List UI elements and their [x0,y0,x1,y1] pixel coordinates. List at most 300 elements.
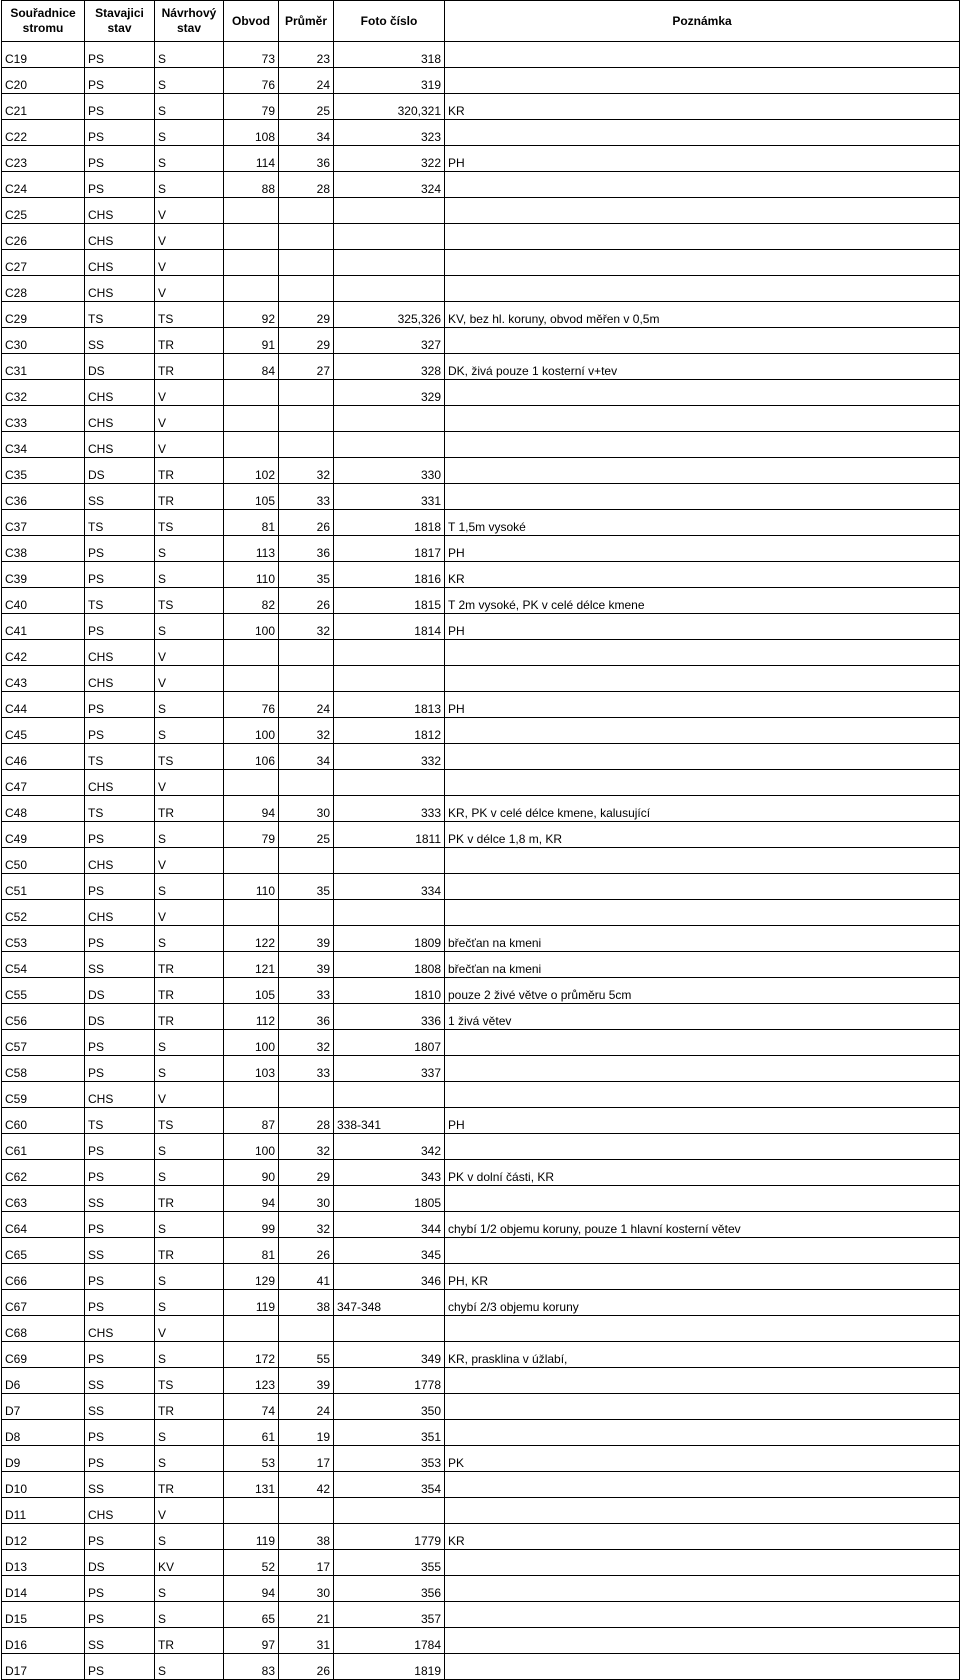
table-row [2,146,960,172]
cell-coordinates: D12 [2,1524,85,1550]
table-row [2,1524,960,1550]
cell-diameter: 36 [279,536,334,562]
cell-circumference: 100 [224,614,279,640]
table-row [2,172,960,198]
cell-coordinates: C52 [2,900,85,926]
cell-photo-number: 324 [334,172,445,198]
cell-current-state: PS [85,614,155,640]
table-row [2,1082,960,1108]
cell-proposed-state: S [155,692,224,718]
table-row [2,68,960,94]
cell-coordinates: D14 [2,1576,85,1602]
cell-proposed-state: TS [155,302,224,328]
cell-diameter: 28 [279,1108,334,1134]
cell-note [445,276,960,302]
cell-circumference: 100 [224,1134,279,1160]
cell-coordinates: D17 [2,1654,85,1680]
cell-proposed-state: V [155,250,224,276]
table-row [2,1498,960,1524]
cell-photo-number: 357 [334,1602,445,1628]
cell-proposed-state: V [155,666,224,692]
cell-coordinates: C37 [2,510,85,536]
cell-proposed-state: S [155,1524,224,1550]
cell-note: KR [445,1524,960,1550]
cell-note [445,1186,960,1212]
cell-diameter: 36 [279,146,334,172]
cell-photo-number: 1811 [334,822,445,848]
cell-proposed-state: KV [155,1550,224,1576]
cell-diameter: 17 [279,1446,334,1472]
cell-proposed-state: TR [155,978,224,1004]
cell-photo-number: 338-341 [334,1108,445,1134]
cell-current-state: SS [85,952,155,978]
cell-diameter: 39 [279,952,334,978]
cell-coordinates: C45 [2,718,85,744]
cell-photo-number: 329 [334,380,445,406]
cell-diameter [279,432,334,458]
cell-photo-number: 346 [334,1264,445,1290]
cell-proposed-state: V [155,770,224,796]
cell-current-state: CHS [85,198,155,224]
cell-photo-number: 1812 [334,718,445,744]
cell-diameter [279,770,334,796]
cell-current-state: CHS [85,666,155,692]
cell-photo-number [334,640,445,666]
table-row [2,198,960,224]
cell-coordinates: C48 [2,796,85,822]
table-row [2,484,960,510]
cell-current-state: PS [85,146,155,172]
cell-photo-number [334,276,445,302]
table-row [2,1394,960,1420]
cell-diameter: 42 [279,1472,334,1498]
cell-circumference: 92 [224,302,279,328]
cell-diameter: 26 [279,1238,334,1264]
cell-proposed-state: S [155,1446,224,1472]
table-row [2,406,960,432]
cell-diameter: 35 [279,562,334,588]
cell-current-state: PS [85,1264,155,1290]
cell-current-state: PS [85,874,155,900]
table-row [2,588,960,614]
table-row [2,848,960,874]
cell-diameter [279,1082,334,1108]
cell-circumference: 106 [224,744,279,770]
cell-proposed-state: TR [155,1186,224,1212]
cell-current-state: PS [85,172,155,198]
table-row [2,874,960,900]
cell-note: PK v dolní části, KR [445,1160,960,1186]
table-row [2,822,960,848]
cell-coordinates: C49 [2,822,85,848]
cell-coordinates: D6 [2,1368,85,1394]
cell-circumference: 121 [224,952,279,978]
cell-circumference [224,1082,279,1108]
cell-current-state: SS [85,484,155,510]
cell-photo-number: 327 [334,328,445,354]
cell-note: chybí 2/3 objemu koruny [445,1290,960,1316]
cell-diameter: 29 [279,1160,334,1186]
cell-current-state: DS [85,354,155,380]
cell-proposed-state: S [155,1030,224,1056]
cell-note [445,1056,960,1082]
cell-coordinates: C35 [2,458,85,484]
cell-proposed-state: S [155,614,224,640]
cell-circumference: 119 [224,1290,279,1316]
cell-proposed-state: S [155,1576,224,1602]
cell-photo-number: 322 [334,146,445,172]
cell-coordinates: D8 [2,1420,85,1446]
cell-current-state: PS [85,68,155,94]
table-row [2,1264,960,1290]
cell-photo-number: 1810 [334,978,445,1004]
cell-diameter: 34 [279,120,334,146]
cell-coordinates: C46 [2,744,85,770]
cell-note: PH [445,692,960,718]
cell-photo-number: 1778 [334,1368,445,1394]
table-row [2,328,960,354]
cell-note [445,1316,960,1342]
cell-proposed-state: S [155,1420,224,1446]
cell-diameter: 32 [279,1134,334,1160]
header-circumference: Obvod [224,1,279,42]
cell-coordinates: C25 [2,198,85,224]
cell-photo-number: 337 [334,1056,445,1082]
cell-diameter: 39 [279,926,334,952]
table-row [2,1238,960,1264]
cell-circumference [224,276,279,302]
cell-proposed-state: TR [155,1238,224,1264]
cell-note: KR [445,94,960,120]
cell-coordinates: D11 [2,1498,85,1524]
cell-diameter [279,640,334,666]
table-row [2,536,960,562]
cell-photo-number: 1819 [334,1654,445,1680]
cell-coordinates: C50 [2,848,85,874]
cell-photo-number: 1784 [334,1628,445,1654]
table-row [2,1576,960,1602]
cell-coordinates: C31 [2,354,85,380]
cell-coordinates: C66 [2,1264,85,1290]
cell-current-state: PS [85,926,155,952]
cell-current-state: CHS [85,1316,155,1342]
cell-coordinates: C69 [2,1342,85,1368]
cell-circumference: 94 [224,1576,279,1602]
cell-circumference: 123 [224,1368,279,1394]
cell-current-state: CHS [85,900,155,926]
cell-circumference: 88 [224,172,279,198]
cell-current-state: SS [85,328,155,354]
cell-coordinates: D10 [2,1472,85,1498]
cell-photo-number: 349 [334,1342,445,1368]
cell-coordinates: D13 [2,1550,85,1576]
cell-current-state: SS [85,1628,155,1654]
cell-note [445,432,960,458]
cell-coordinates: C64 [2,1212,85,1238]
cell-proposed-state: S [155,822,224,848]
cell-proposed-state: TR [155,952,224,978]
cell-diameter: 23 [279,42,334,68]
cell-diameter: 27 [279,354,334,380]
cell-circumference: 52 [224,1550,279,1576]
cell-circumference: 94 [224,1186,279,1212]
cell-diameter: 29 [279,302,334,328]
cell-photo-number: 347-348 [334,1290,445,1316]
cell-photo-number: 355 [334,1550,445,1576]
cell-diameter: 33 [279,484,334,510]
cell-current-state: PS [85,1160,155,1186]
cell-circumference [224,224,279,250]
cell-photo-number: 1807 [334,1030,445,1056]
cell-circumference: 76 [224,692,279,718]
cell-diameter: 36 [279,1004,334,1030]
cell-diameter: 35 [279,874,334,900]
table-row [2,354,960,380]
cell-note [445,1368,960,1394]
cell-current-state: CHS [85,1082,155,1108]
cell-diameter: 21 [279,1602,334,1628]
cell-current-state: CHS [85,250,155,276]
cell-proposed-state: TS [155,510,224,536]
cell-note [445,718,960,744]
cell-coordinates: C67 [2,1290,85,1316]
table-row [2,718,960,744]
cell-note [445,1550,960,1576]
table-row [2,432,960,458]
cell-current-state: PS [85,562,155,588]
cell-photo-number [334,224,445,250]
cell-note [445,458,960,484]
cell-current-state: CHS [85,640,155,666]
cell-note: PH, KR [445,1264,960,1290]
cell-current-state: PS [85,42,155,68]
cell-photo-number [334,198,445,224]
cell-coordinates: C34 [2,432,85,458]
cell-current-state: PS [85,1654,155,1680]
cell-note [445,744,960,770]
cell-photo-number: 325,326 [334,302,445,328]
cell-current-state: TS [85,588,155,614]
cell-current-state: SS [85,1394,155,1420]
cell-circumference: 79 [224,822,279,848]
cell-proposed-state: S [155,94,224,120]
cell-proposed-state: S [155,1602,224,1628]
cell-coordinates: C38 [2,536,85,562]
cell-circumference: 84 [224,354,279,380]
cell-note: PH [445,146,960,172]
cell-note [445,1082,960,1108]
cell-photo-number: 353 [334,1446,445,1472]
cell-diameter: 31 [279,1628,334,1654]
table-row [2,614,960,640]
table-row [2,250,960,276]
cell-circumference: 76 [224,68,279,94]
cell-proposed-state: V [155,432,224,458]
cell-note: břečťan na kmeni [445,952,960,978]
table-row [2,120,960,146]
cell-current-state: SS [85,1186,155,1212]
cell-diameter: 26 [279,1654,334,1680]
cell-diameter [279,250,334,276]
cell-coordinates: C60 [2,1108,85,1134]
cell-coordinates: C47 [2,770,85,796]
cell-coordinates: C55 [2,978,85,1004]
table-row [2,1342,960,1368]
cell-photo-number [334,1316,445,1342]
cell-current-state: PS [85,1030,155,1056]
cell-circumference [224,770,279,796]
cell-proposed-state: TR [155,1394,224,1420]
cell-coordinates: C23 [2,146,85,172]
cell-coordinates: C63 [2,1186,85,1212]
cell-diameter: 30 [279,796,334,822]
cell-proposed-state: TR [155,1004,224,1030]
cell-note: PH [445,536,960,562]
cell-diameter [279,380,334,406]
cell-diameter: 24 [279,692,334,718]
cell-note [445,874,960,900]
cell-diameter: 33 [279,1056,334,1082]
cell-circumference: 99 [224,1212,279,1238]
table-row [2,302,960,328]
cell-photo-number: 1808 [334,952,445,978]
cell-photo-number: 336 [334,1004,445,1030]
cell-circumference [224,1316,279,1342]
table-row [2,978,960,1004]
cell-diameter [279,406,334,432]
cell-note [445,1628,960,1654]
cell-current-state: CHS [85,406,155,432]
cell-coordinates: D15 [2,1602,85,1628]
table-row [2,1602,960,1628]
cell-note: PK [445,1446,960,1472]
cell-coordinates: C56 [2,1004,85,1030]
cell-proposed-state: S [155,146,224,172]
table-row [2,1472,960,1498]
cell-proposed-state: S [155,1160,224,1186]
cell-photo-number [334,432,445,458]
cell-current-state: TS [85,796,155,822]
cell-photo-number: 1818 [334,510,445,536]
table-row [2,1160,960,1186]
cell-current-state: DS [85,1004,155,1030]
cell-note [445,640,960,666]
cell-diameter [279,1316,334,1342]
cell-proposed-state: V [155,276,224,302]
cell-photo-number [334,848,445,874]
cell-diameter [279,1498,334,1524]
cell-diameter: 39 [279,1368,334,1394]
cell-current-state: PS [85,822,155,848]
cell-note [445,1030,960,1056]
cell-proposed-state: V [155,198,224,224]
cell-note [445,1420,960,1446]
cell-note [445,380,960,406]
cell-photo-number: 1816 [334,562,445,588]
cell-note: KR, prasklina v úžlabí, [445,1342,960,1368]
table-row [2,1056,960,1082]
header-row [2,1,960,42]
table-row [2,1446,960,1472]
cell-proposed-state: TS [155,1368,224,1394]
cell-photo-number: 350 [334,1394,445,1420]
table-row [2,42,960,68]
header-coordinates: Souřadnice stromu [2,1,85,42]
cell-circumference: 79 [224,94,279,120]
cell-diameter [279,224,334,250]
cell-note [445,848,960,874]
cell-photo-number: 331 [334,484,445,510]
cell-diameter [279,900,334,926]
table-row [2,380,960,406]
cell-coordinates: C42 [2,640,85,666]
cell-diameter: 30 [279,1186,334,1212]
cell-current-state: CHS [85,770,155,796]
cell-coordinates: C33 [2,406,85,432]
cell-photo-number: 343 [334,1160,445,1186]
cell-photo-number: 356 [334,1576,445,1602]
cell-current-state: PS [85,1576,155,1602]
cell-photo-number: 354 [334,1472,445,1498]
cell-proposed-state: TR [155,458,224,484]
cell-coordinates: C40 [2,588,85,614]
cell-diameter [279,666,334,692]
table-row [2,1290,960,1316]
cell-coordinates: C32 [2,380,85,406]
cell-note: PK v délce 1,8 m, KR [445,822,960,848]
cell-coordinates: C36 [2,484,85,510]
cell-coordinates: C44 [2,692,85,718]
cell-coordinates: C62 [2,1160,85,1186]
cell-diameter: 32 [279,1212,334,1238]
cell-current-state: CHS [85,380,155,406]
cell-note [445,224,960,250]
cell-diameter: 32 [279,614,334,640]
table-row [2,1550,960,1576]
cell-coordinates: C61 [2,1134,85,1160]
cell-photo-number: 1817 [334,536,445,562]
cell-circumference: 100 [224,1030,279,1056]
cell-note: PH [445,614,960,640]
cell-coordinates: C28 [2,276,85,302]
cell-proposed-state: V [155,406,224,432]
table-row [2,640,960,666]
cell-current-state: PS [85,1056,155,1082]
cell-proposed-state: S [155,874,224,900]
cell-current-state: DS [85,458,155,484]
cell-note: T 2m vysoké, PK v celé délce kmene [445,588,960,614]
cell-current-state: DS [85,1550,155,1576]
cell-proposed-state: TS [155,1108,224,1134]
cell-coordinates: C21 [2,94,85,120]
cell-current-state: PS [85,1342,155,1368]
cell-circumference: 94 [224,796,279,822]
cell-current-state: CHS [85,1498,155,1524]
cell-diameter: 19 [279,1420,334,1446]
cell-note [445,250,960,276]
table-row [2,1004,960,1030]
cell-circumference [224,406,279,432]
cell-current-state: TS [85,510,155,536]
cell-proposed-state: V [155,1082,224,1108]
cell-photo-number: 342 [334,1134,445,1160]
table-row [2,952,960,978]
cell-coordinates: C54 [2,952,85,978]
cell-circumference [224,666,279,692]
cell-current-state: PS [85,1602,155,1628]
cell-coordinates: C41 [2,614,85,640]
cell-current-state: SS [85,1472,155,1498]
